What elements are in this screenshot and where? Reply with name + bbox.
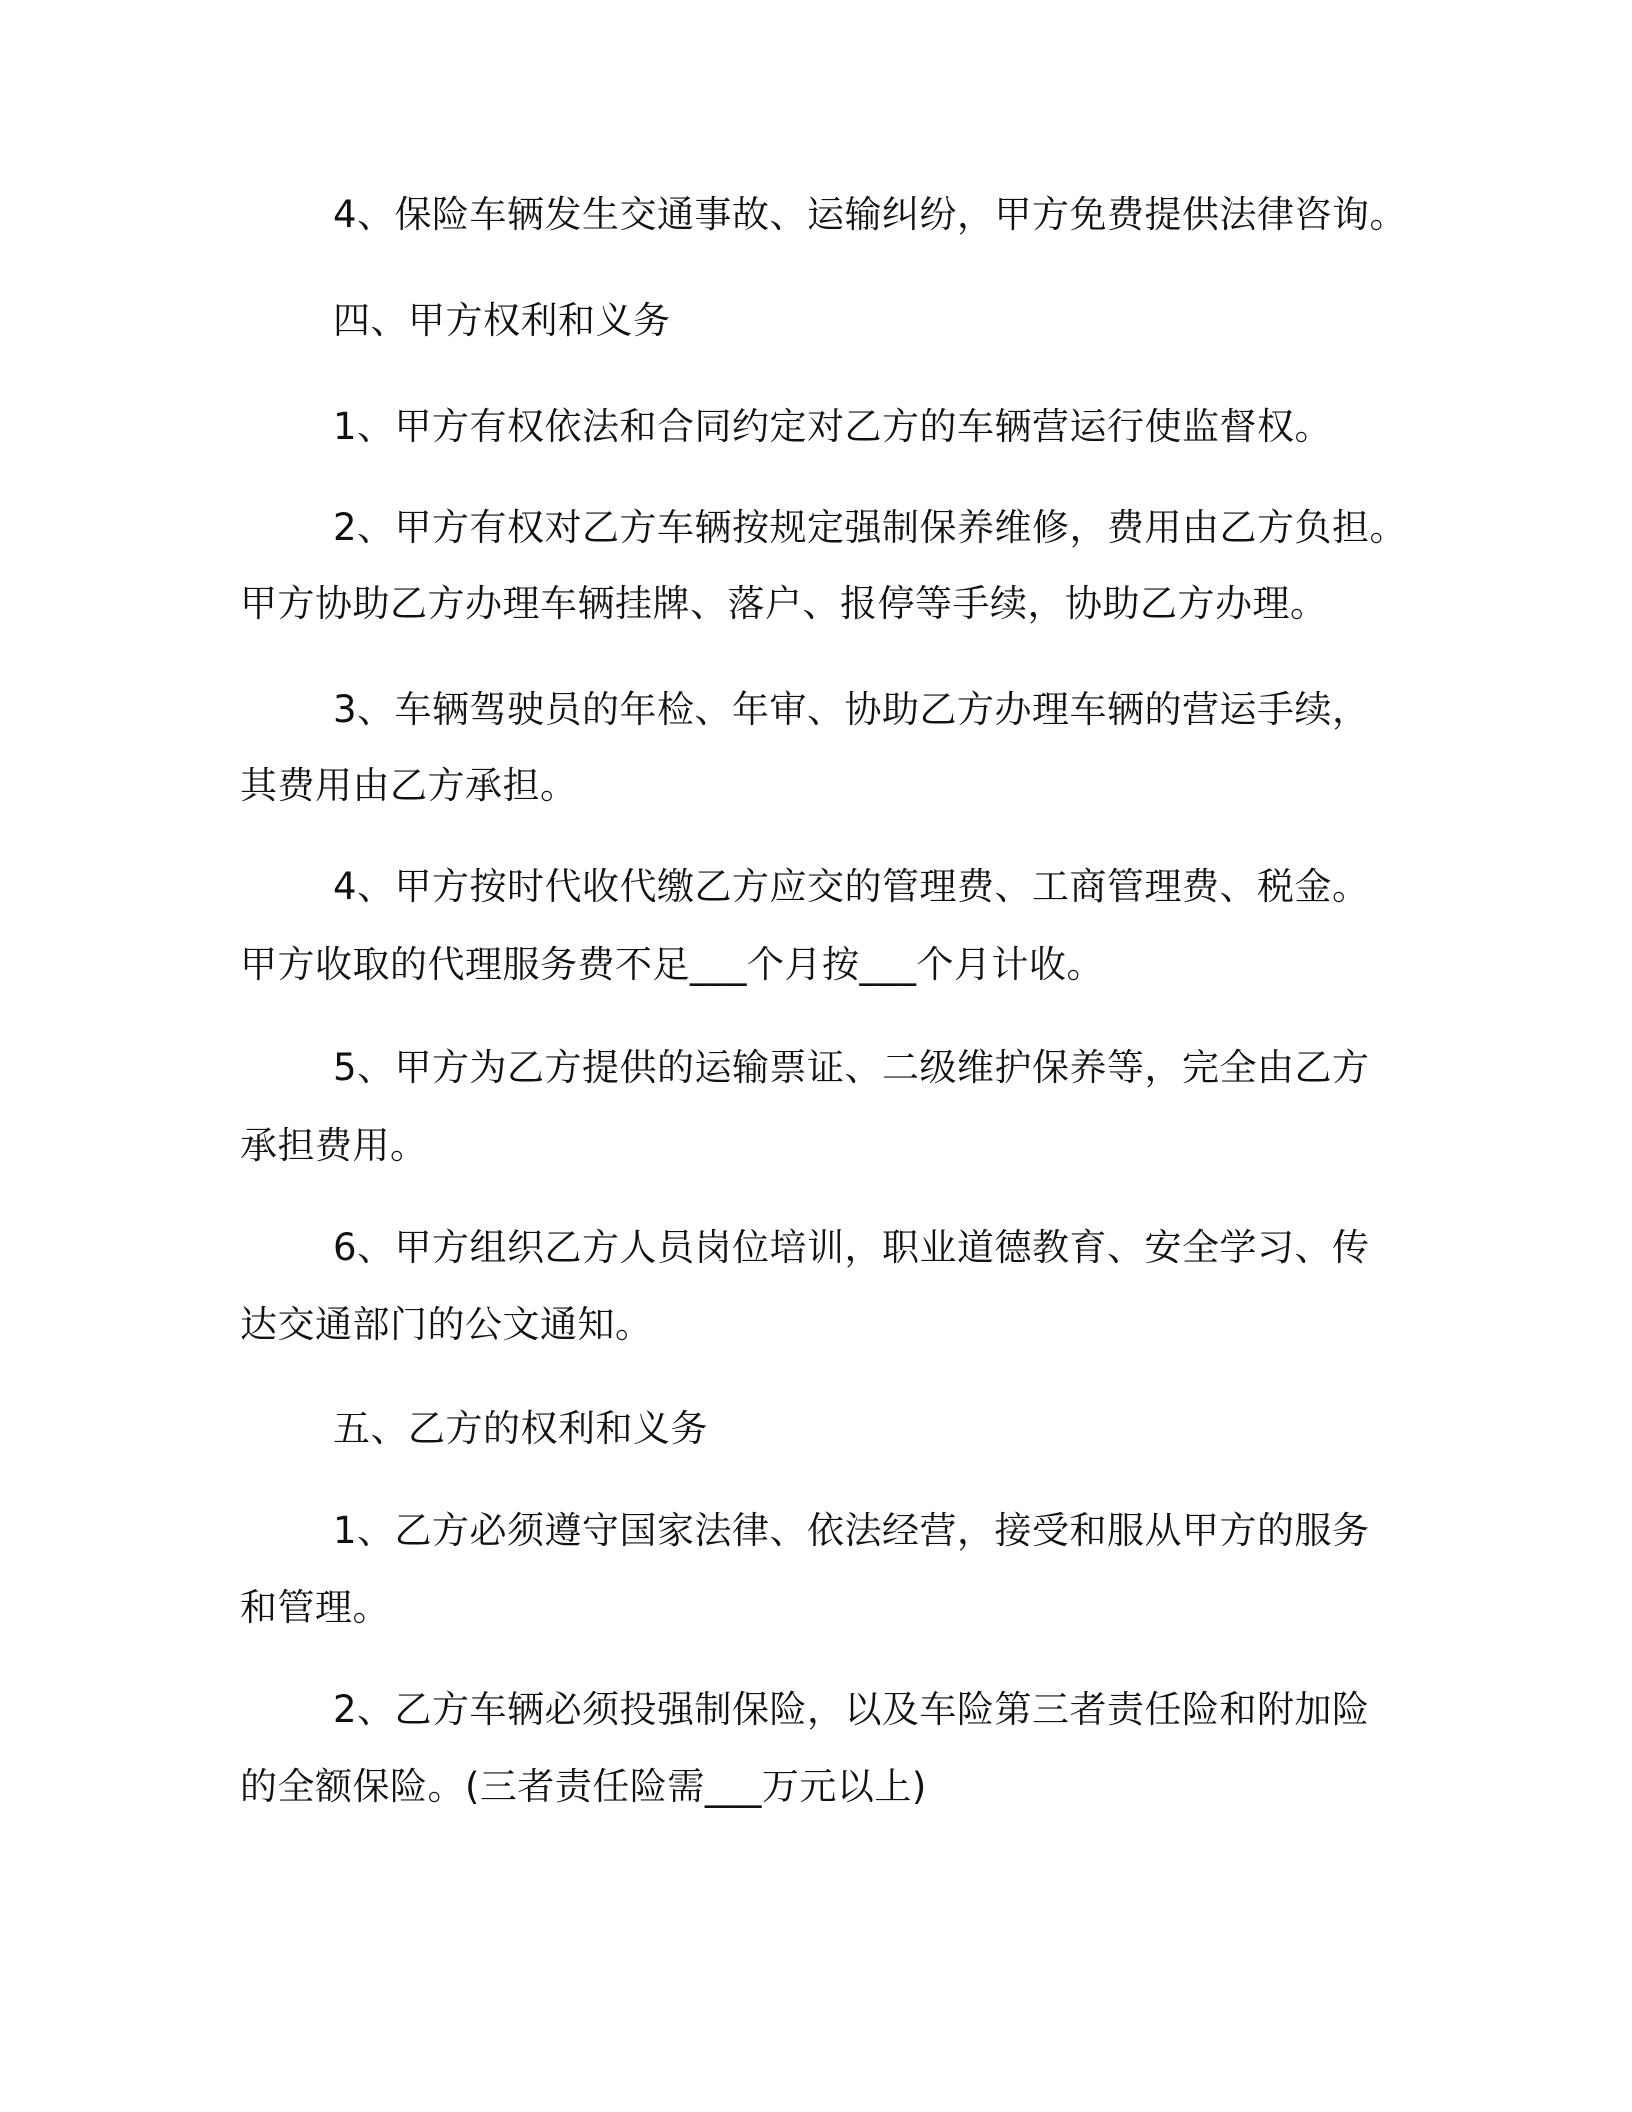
clause-5-2-line-1: 2、乙方车辆必须投强制保险，以及车险第三者责任险和附加险 (333, 1688, 1370, 1731)
clause-5-2-line-2: 的全额保险。(三者责任险需___万元以上) (240, 1765, 927, 1808)
clause-4-2-line-1: 2、甲方有权对乙方车辆按规定强制保养维修，费用由乙方负担。 (333, 506, 1408, 549)
clause-4-6-line-2: 达交通部门的公文通知。 (240, 1303, 653, 1346)
clause-4-1: 1、甲方有权依法和合同约定对乙方的车辆营运行使监督权。 (333, 405, 1333, 448)
clause-4-4-line-2: 甲方收取的代理服务费不足___个月按___个月计收。 (240, 943, 1104, 986)
clause-5-1-line-1: 1、乙方必须遵守国家法律、依法经营，接受和服从甲方的服务 (333, 1509, 1370, 1552)
section-5-heading: 五、乙方的权利和义务 (333, 1407, 708, 1450)
section-4-heading: 四、甲方权利和义务 (333, 299, 671, 342)
clause-4-3-line-1: 3、车辆驾驶员的年检、年审、协助乙方办理车辆的营运手续， (333, 688, 1370, 731)
clause-4-3-line-2: 其费用由乙方承担。 (240, 764, 578, 807)
clause-4-6-line-1: 6、甲方组织乙方人员岗位培训，职业道德教育、安全学习、传 (333, 1226, 1370, 1269)
clause-4-5-line-2: 承担费用。 (240, 1124, 428, 1167)
clause-4-4-line-1: 4、甲方按时代收代缴乙方应交的管理费、工商管理费、税金。 (333, 865, 1370, 908)
clause-5-1-line-2: 和管理。 (240, 1586, 390, 1629)
clause-4-2-line-2: 甲方协助乙方办理车辆挂牌、落户、报停等手续，协助乙方办理。 (240, 582, 1328, 625)
clause-3-4: 4、保险车辆发生交通事故、运输纠纷，甲方免费提供法律咨询。 (333, 193, 1408, 236)
clause-4-5-line-1: 5、甲方为乙方提供的运输票证、二级维护保养等，完全由乙方 (333, 1046, 1370, 1089)
